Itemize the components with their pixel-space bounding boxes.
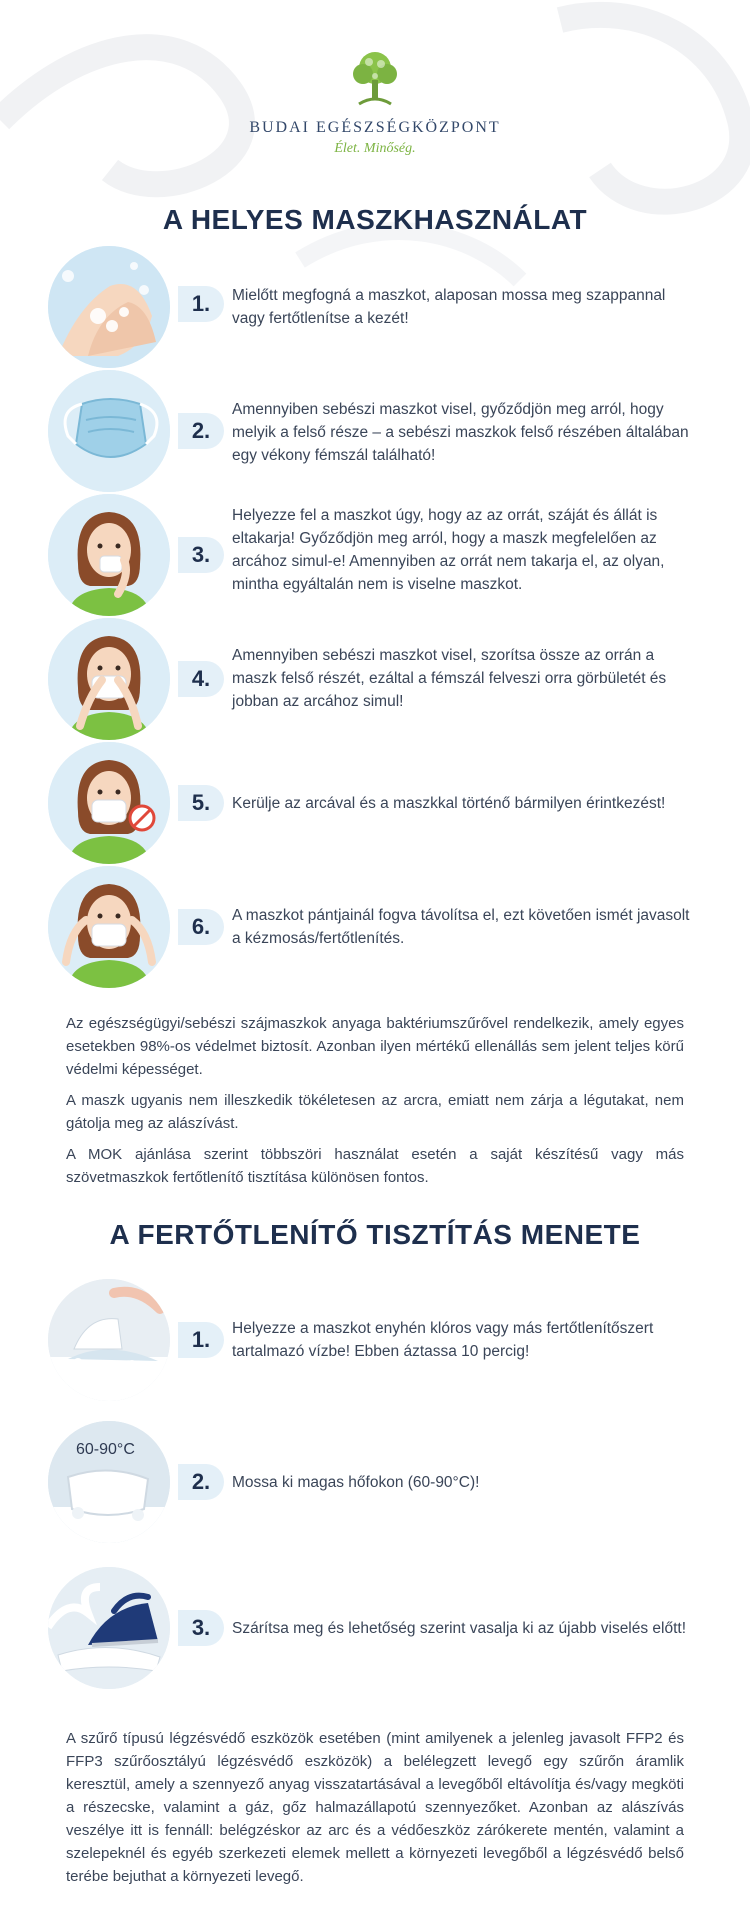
disinfection-steps bbox=[0, 1279, 750, 1717]
woman-pinching-mask-illustration bbox=[48, 618, 170, 740]
disinfection-step-3 bbox=[0, 1567, 750, 1717]
handwashing-illustration bbox=[48, 246, 170, 368]
surgical-mask-illustration bbox=[48, 370, 170, 492]
tree-logo-icon bbox=[347, 48, 403, 108]
step-text: Mossa ki magas hőfokon (60-90°C)! bbox=[232, 1474, 480, 1491]
step-text: Szárítsa meg és lehetőség szerint vasalja ki az újabb viselés előtt! bbox=[232, 1620, 687, 1637]
step-number: 1. bbox=[178, 1322, 224, 1358]
mask-usage-steps bbox=[0, 246, 750, 990]
woman-removing-mask-illustration bbox=[48, 866, 170, 988]
hot-wash-illustration bbox=[48, 1421, 170, 1543]
info-paragraph-3: A MOK ajánlása szerint többszöri használat esetén a saját készítésű vagy más szövetmaszkok fertőtlenítő tisztítása különösen fontos. bbox=[66, 1146, 684, 1186]
brand-name: BUDAI EGÉSZSÉGKÖZPONT bbox=[249, 119, 501, 136]
section-title-mask-usage: A HELYES MASZKHASZNÁLAT bbox=[162, 204, 588, 235]
step-number: 6. bbox=[178, 909, 224, 945]
section-title-disinfection: A FERTŐTLENÍTŐ TISZTÍTÁS MENETE bbox=[109, 1219, 641, 1250]
header bbox=[0, 0, 750, 168]
woman-no-touch-illustration bbox=[48, 742, 170, 864]
mask-step-2 bbox=[0, 370, 750, 494]
brand-tagline: Élet. Minőség. bbox=[334, 141, 416, 156]
step-number: 1. bbox=[178, 286, 224, 322]
step-text: Kerülje az arcával és a maszkkal történő bármilyen érintkezést! bbox=[232, 795, 666, 812]
step-number: 2. bbox=[178, 413, 224, 449]
respirator-paragraph: A szűrő típusú légzésvédő eszközök esetében (mint amilyenek a jelenleg javasolt FFP2 és FFP3 szűrőosztályú légzésvédő eszközök) a belélegzett levegő egy szűrőn áramlik keresztül, amely a szennyező anyag visszatartásával a levegőből eltávolítja és/vagy megköti a részecske, valamint a gáz, gőz halmazállapotú szennyezőket. Azonban az alászívás veszélye itt is fennáll: belégzéskor az arc és a védőeszköz zárókerete mentén, valamint a szelepeknél és egyéb szerkezeti elemek mellett a környezeti levegőből a légzésvédő belső terébe bejuthat a környezeti levegő. bbox=[66, 1730, 684, 1885]
info-paragraph-2: A maszk ugyanis nem illeszkedik tökéletesen az arcra, emiatt nem zárja a légutakat, nem gátolja meg az alászívást. bbox=[66, 1092, 684, 1132]
step-number: 3. bbox=[178, 1610, 224, 1646]
ironing-illustration bbox=[48, 1567, 170, 1689]
step-text: Helyezze a maszkot enyhén klóros vagy más fertőtlenítőszert tartalmazó vízbe! Ebben áztassa 10 percig! bbox=[232, 1320, 654, 1360]
step-number: 5. bbox=[178, 785, 224, 821]
step-text: Amennyiben sebészi maszkot visel, szorítsa össze az orrán a maszk felső részét, ezáltal a fémszál felveszi orra görbületét és jobban az arcához simul! bbox=[232, 647, 667, 710]
mask-soaking-illustration bbox=[48, 1279, 170, 1401]
mask-step-4 bbox=[0, 618, 750, 742]
info-paragraph-1: Az egészségügyi/sebészi szájmaszkok anyaga baktériumszűrővel rendelkezik, amely egyes esetekben 98%-os védelmet biztosít. Azonban ilyen mértékű ellenállás sem jelent teljes körű védelmi képességet. bbox=[66, 1015, 684, 1078]
disinfection-step-1 bbox=[0, 1279, 750, 1421]
temperature-label: 60-90°C bbox=[76, 1441, 135, 1458]
woman-putting-on-mask-illustration bbox=[48, 494, 170, 616]
step-number: 3. bbox=[178, 537, 224, 573]
step-text: Mielőtt megfogná a maszkot, alaposan mossa meg szappannal vagy fertőtlenítse a kezét! bbox=[232, 287, 666, 327]
step-number: 2. bbox=[178, 1464, 224, 1500]
mask-step-3 bbox=[0, 494, 750, 618]
step-text: A maszkot pántjainál fogva távolítsa el, ezt követően ismét javasolt a kézmosás/fertőtlenítés. bbox=[232, 907, 690, 947]
disinfection-step-2 bbox=[0, 1421, 750, 1567]
mask-step-5 bbox=[0, 742, 750, 866]
step-number: 4. bbox=[178, 661, 224, 697]
step-text: Amennyiben sebészi maszkot visel, győződjön meg arról, hogy melyik a felső része – a sebészi maszkok felső részében általában egy vékony fémszál található! bbox=[232, 401, 689, 464]
mask-step-1 bbox=[0, 246, 750, 370]
mask-step-6 bbox=[0, 866, 750, 990]
step-text: Helyezze fel a maszkot úgy, hogy az az orrát, száját és állát is eltakarja! Győződjön meg arról, hogy a maszk megfelelően az arcához simul-e! Amennyiben az orrát nem takarja el, az olyan, mintha egyáltalán nem is viselne maszkot. bbox=[232, 507, 665, 593]
